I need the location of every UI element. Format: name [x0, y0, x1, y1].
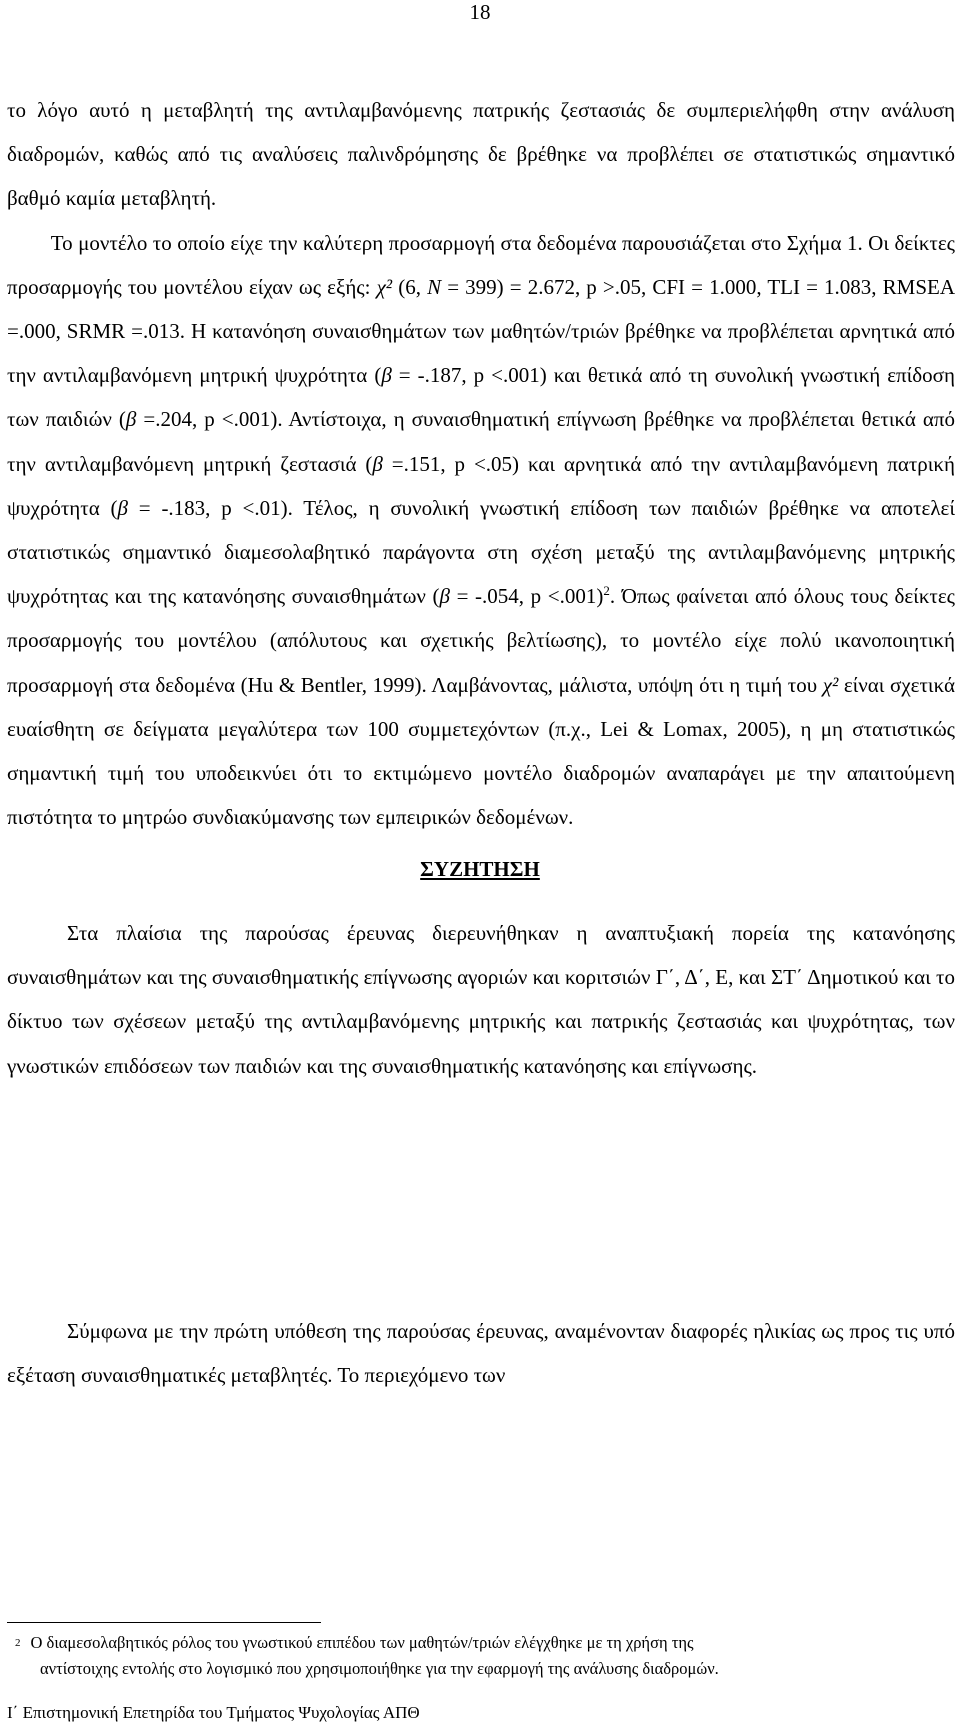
italic-symbol: β	[439, 584, 450, 609]
text-run: = -.183, p <.01). Τέλος, η συνολική γνωστική επίδοση των παιδιών βρέθηκε να αποτελεί στατιστικώς σημαντικό διαμεσολαβητικό παράγοντα στη σχέση μεταξύ της αντιλαμβανόμενης μητρικής ψυχρότητας και της κατανόησης συναισθημάτων (	[7, 495, 955, 609]
journal-footer: Ι΄ Επιστημονική Επετηρίδα του Τμήματος Ψυχολογίας ΑΠΘ	[7, 1703, 420, 1722]
text-run: Το μοντέλο το οποίο είχε την καλύτερη προσαρμογή στα δεδομένα παρουσιάζεται στο Σχήμα 1. Οι δείκτες προσαρμογής του μοντέλου είχαν ως εξής:	[7, 230, 955, 299]
section-heading: ΣΥΖΗΤΗΣΗ	[420, 857, 540, 881]
footnote-line-2: αντίστοιχης εντολής στο λογισμικό που χρησιμοποιήθηκε για την εφαρμογή της ανάλυσης διαδρομών.	[40, 1659, 719, 1678]
italic-symbol: β	[381, 363, 392, 388]
results-paragraph	[7, 88, 955, 839]
footnote-line-1: Ο διαμεσολαβητικός ρόλος του γνωστικού επιπέδου των μαθητών/τριών ελέγχθηκε με τη χρήση της	[30, 1633, 694, 1652]
italic-symbol: β	[372, 451, 383, 476]
footnote-mark: 2	[15, 1637, 21, 1649]
discussion-paragraph-2: Σύμφωνα με την πρώτη υπόθεση της παρούσας έρευνας, αναμένονταν διαφορές ηλικίας ως προς τις υπό εξέταση συναισθηματικές μεταβλητές. Το περιεχόμενο των	[7, 1319, 955, 1388]
italic-symbol: β	[117, 495, 128, 520]
text-run: είναι σχετικά ευαίσθητη σε δείγματα μεγαλύτερα των 100 συμμετεχόντων (π.χ., Lei & Lomax, 2005), η μη στατιστικώς σημαντική τιμή του υποδεικνύει ότι το εκτιμώμενο μοντέλο διαδρομών αναπαράγει με την απαιτούμενη πιστότητα το μητρώο συνδιακύμανσης των εμπειρικών δεδομένων.	[7, 672, 955, 830]
footnote	[7, 1630, 955, 1682]
text-run: το λόγο αυτό η μεταβλητή της αντιλαμβανόμενης πατρικής ζεστασιάς δε συμπεριελήφθη στην ανάλυση διαδρομών, καθώς από τις αναλύσεις παλινδρόμησης δε βρέθηκε να προβλέπει σε στατιστικώς σημαντικό βαθμό καμία μεταβλητή.	[7, 98, 955, 211]
italic-symbol: β	[125, 407, 137, 432]
italic-symbol: χ²	[376, 274, 393, 299]
footnote-separator	[7, 1622, 321, 1623]
text-run: = -.187, p <.001) και θετικά από τη συνολική γνωστική επίδοση των παιδιών (	[7, 363, 955, 432]
italic-symbol: χ²	[822, 672, 839, 697]
page-number: 18	[469, 0, 491, 24]
text-run: = -.054, p <.001)	[449, 584, 604, 609]
text-run: =.204, p <.001). Αντίστοιχα, η συναισθηματική επίγνωση βρέθηκε να προβλέπεται θετικά από την αντιλαμβανόμενη μητρική ζεστασιά (	[7, 407, 955, 476]
text-run: = 399) = 2.672, p >.05, CFI = 1.000, TLI = 1.083, RMSEA =.000, SRMR =.013. Η κατανόηση συναισθημάτων των μαθητών/τριών βρέθηκε να προβλέπεται αρνητικά από την αντιλαμβανόμενη μητρική ψυχρότητα (	[7, 274, 955, 388]
italic-symbol: N	[427, 274, 442, 299]
text-run: . Όπως φαίνεται από όλους τους δείκτες προσαρμογής του μοντέλου (απόλυτους και σχετικής βελτίωσης), το μοντέλο είχε πολύ ικανοποιητική προσαρμογή στα δεδομένα (Hu & Bentler, 1999). Λαμβάνοντας, μάλιστα, υπόψη ότι η τιμή του	[7, 584, 955, 697]
discussion-paragraph-1: Στα πλαίσια της παρούσας έρευνας διερευνήθηκαν η αναπτυξιακή πορεία της κατανόησης συναισθημάτων και της συναισθηματικής επίγνωσης αγοριών και κοριτσιών Γ΄, Δ΄, Ε, και ΣΤ΄ Δημοτικού και το δίκτυο των σχέσεων μεταξύ της αντιλαμβανόμενης μητρικής και πατρικής ζεστασιάς και ψυχρότητας, των γνωστικών επιδόσεων των παιδιών και της συναισθηματικής κατανόησης και επίγνωσης.	[7, 921, 955, 1078]
footnote-ref: 2	[603, 583, 610, 599]
text-run: (6,	[392, 274, 428, 299]
text-run: =.151, p <.05) και αρνητικά από την αντιλαμβανόμενη πατρική ψυχρότητα (	[7, 451, 955, 520]
